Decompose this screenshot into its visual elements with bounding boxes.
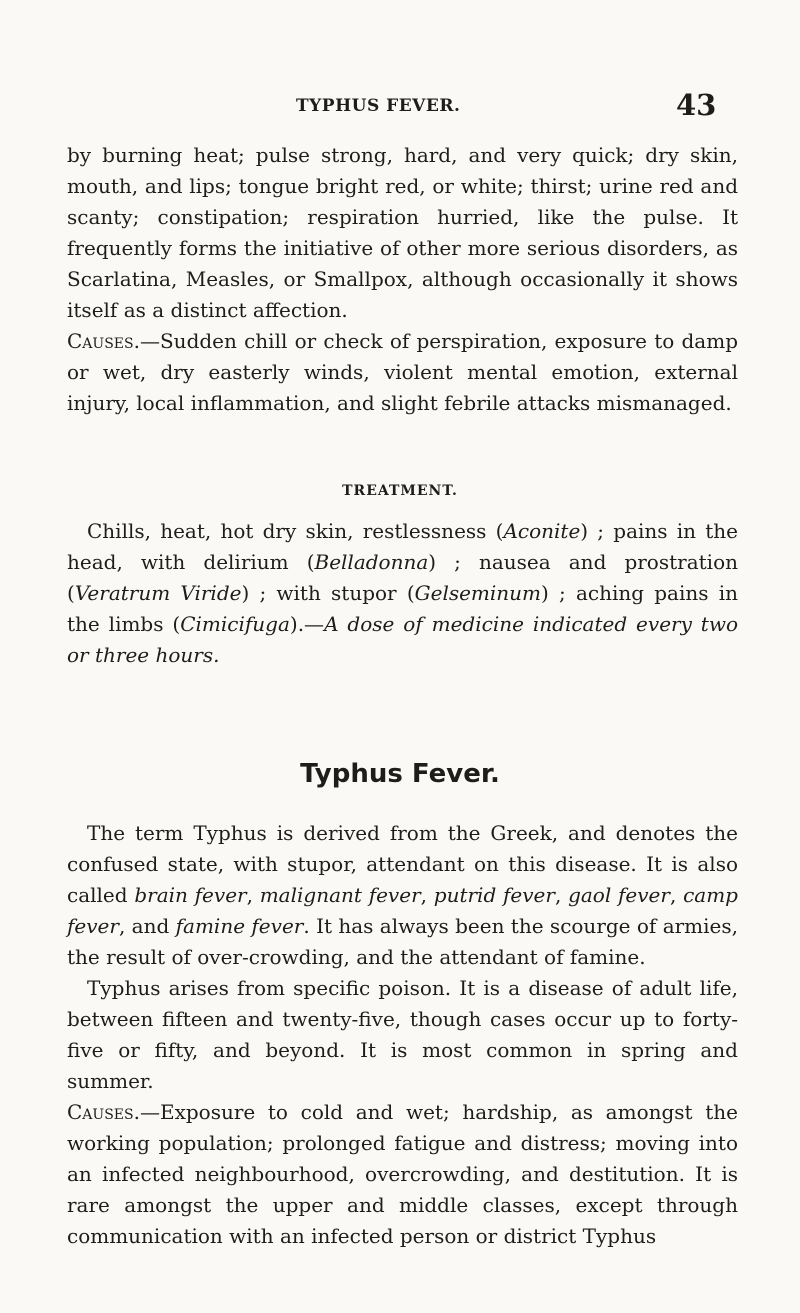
typhus-text-d: , bbox=[554, 883, 569, 907]
term-malignant-fever: malignant fever bbox=[259, 883, 421, 907]
running-head: TYPHUS FEVER. bbox=[296, 96, 461, 116]
treatment-text-2: ) ; pains in the head, with delirium ( bbox=[67, 519, 738, 574]
treatment-text-4: ) ; with stupor ( bbox=[241, 581, 415, 605]
treatment-text-5: ) ; aching pains in the limbs ( bbox=[67, 581, 738, 636]
term-brain-fever: brain fever bbox=[134, 883, 247, 907]
typhus-causes-label: Causes. bbox=[67, 1100, 140, 1124]
dose-instruction: A dose of medicine indicated every two or three hours. bbox=[67, 612, 738, 667]
page-header bbox=[0, 88, 800, 128]
paragraph-symptoms bbox=[67, 140, 738, 326]
treatment-text-3: ) ; nausea and prostration ( bbox=[67, 550, 738, 605]
typhus-paragraph-1 bbox=[67, 818, 738, 973]
fever-description-block bbox=[67, 140, 738, 419]
term-camp-fever: camp fever bbox=[67, 883, 738, 938]
remedy-aconite: Aconite bbox=[503, 519, 581, 543]
treatment-text-6: ).— bbox=[289, 612, 325, 636]
remedy-gelseminum: Gelseminum bbox=[414, 581, 542, 605]
typhus-text-c: , bbox=[420, 883, 434, 907]
typhus-text-2: Typhus arises from specific poison. It is a disease of adult life, between fifteen and twenty-five, though cases occur up to forty-five or fifty, and beyond. It is most common in spring and summer. bbox=[67, 976, 738, 1093]
remedy-cimicifuga: Cimicifuga bbox=[180, 612, 290, 636]
term-putrid-fever: putrid fever bbox=[433, 883, 555, 907]
typhus-paragraph-2 bbox=[67, 973, 738, 1097]
typhus-text-b: , bbox=[246, 883, 260, 907]
treatment-block bbox=[67, 516, 738, 671]
term-gaol-fever: gaol fever bbox=[568, 883, 670, 907]
remedy-belladonna: Belladonna bbox=[314, 550, 429, 574]
typhus-causes-text: —Exposure to cold and wet; hardship, as amongst the working population; prolonged fatigue and distress; moving into an infected neighbourhood, overcrowding, and destitution. It is rare amongst the upper and middle classes, except through communication with an infected person or district Typhus bbox=[67, 1100, 738, 1248]
typhus-text-e: , bbox=[669, 883, 684, 907]
page-number: 43 bbox=[676, 88, 717, 122]
typhus-text-g: . It has always been the scourge of armies, the result of over-crowding, and the attendant of famine. bbox=[67, 914, 738, 969]
paragraph-symptoms-text: by burning heat; pulse strong, hard, and very quick; dry skin, mouth, and lips; tongue bright red, or white; thirst; urine red and scanty; constipation; respiration hurried, like the pulse. It frequently forms the initiative of other more serious disorders, as Scarlatina, Measles, or Smallpox, although occasionally it shows itself as a distinct affection. bbox=[67, 143, 738, 322]
treatment-paragraph bbox=[67, 516, 738, 671]
treatment-heading: TREATMENT. bbox=[342, 483, 458, 499]
typhus-text-f: , and bbox=[118, 914, 176, 938]
remedy-veratrum: Veratrum Viride bbox=[74, 581, 242, 605]
typhus-text-a: The term Typhus is derived from the Greek, and denotes the confused state, with stupor, attendant on this disease. It is also called bbox=[67, 821, 738, 907]
typhus-block bbox=[67, 818, 738, 1252]
causes-text: —Sudden chill or check of perspiration, exposure to damp or wet, dry easterly winds, violent mental emotion, external injury, local inflammation, and slight febrile attacks mismanaged. bbox=[67, 329, 738, 415]
paragraph-causes bbox=[67, 326, 738, 419]
typhus-fever-heading: Typhus Fever. bbox=[300, 759, 500, 789]
term-famine-fever: famine fever bbox=[175, 914, 304, 938]
typhus-paragraph-causes bbox=[67, 1097, 738, 1252]
treatment-text-1: Chills, heat, hot dry skin, restlessness ( bbox=[87, 519, 504, 543]
causes-label: Causes. bbox=[67, 329, 140, 353]
